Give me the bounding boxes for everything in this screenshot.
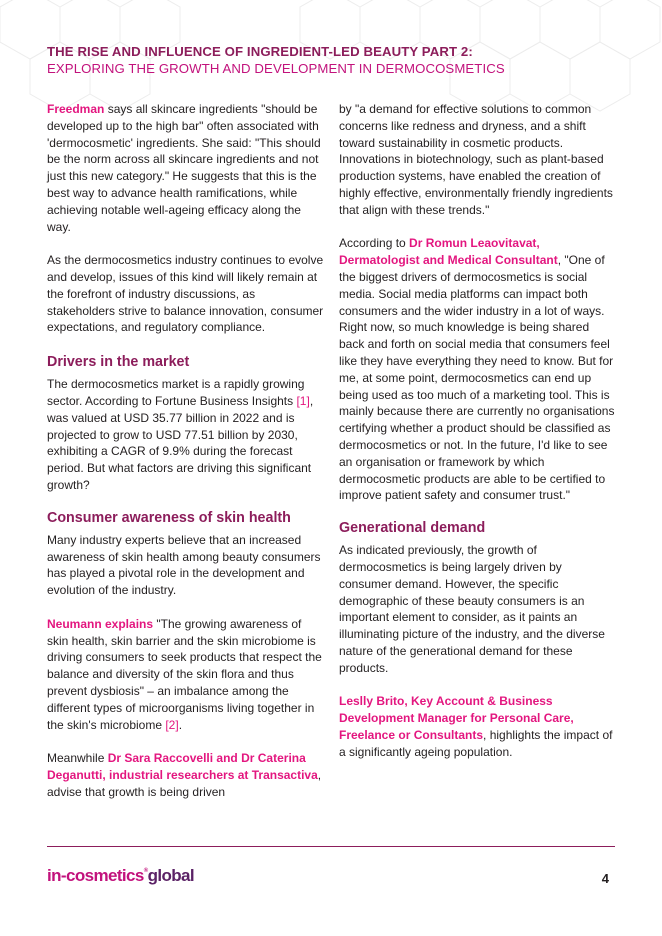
heading-consumer-awareness: Consumer awareness of skin health <box>47 509 291 526</box>
logo-text: global <box>147 866 195 885</box>
in-cosmetics-global-logo <box>47 866 194 886</box>
brito-name: Leslly Brito, Key Account & Business Development Manager for Personal Care, Freelance or Consultants <box>339 694 574 742</box>
researchers-name: Dr Sara Raccovelli and Dr Caterina Deganutti, industrial researchers at Transactiva <box>47 751 318 782</box>
freedman-name: Freedman <box>47 102 105 116</box>
paragraph-text: says all skincare ingredients "should be developed up to the high bar" often associated with 'dermocosmetic' ingredients. She said: "This should be the norm across all skincare ingredients and not just this new category." He suggests that this is the best way to advance health ramifications, while achieving notable well-ageing efficacy along the way. <box>47 102 321 234</box>
paragraph-industry-evolution: As the dermocosmetics industry continues to evolve and develop, issues of this kind will likely remain at the forefront of industry discussions, as stakeholders strive to balance innovation, consumer expectations, and regulatory compliance. <box>47 253 324 335</box>
paragraph-raccovelli-deganutti <box>47 750 325 800</box>
paragraph-text: The dermocosmetics market is a rapidly growing sector. According to Fortune Business Insights <box>47 377 305 408</box>
leaovitavat-name: Dr Romun Leaovitavat, Dermatologist and Medical Consultant <box>339 236 558 268</box>
article-subtitle: EXPLORING THE GROWTH AND DEVELOPMENT IN DERMOCOSMETICS <box>47 61 505 76</box>
paragraph-text: , highlights the impact of a significantly ageing population. <box>339 727 613 759</box>
reference-link-1[interactable]: [1] <box>296 393 310 408</box>
paragraph-freedman <box>47 101 325 235</box>
paragraph-text: , advise that growth is being driven <box>47 767 322 799</box>
paragraph-leaovitavat <box>339 235 617 504</box>
article-header <box>47 44 627 77</box>
article-title: THE RISE AND INFLUENCE OF INGREDIENT-LED BEAUTY PART 2: <box>47 44 473 59</box>
footer-divider <box>47 846 615 847</box>
paragraph-text: . <box>178 717 183 732</box>
page-number: 4 <box>601 871 609 886</box>
neumann-name: Neumann explains <box>47 616 154 631</box>
paragraph-text: , was valued at USD 35.77 billion in 2022 and is projected to grow to USD 77.51 billion by 2030, exhibiting a CAGR of 9.9% during the forecast period. But what factors are driving this significant growth? <box>47 393 314 492</box>
paragraph-text: , "One of the biggest drivers of dermocosmetics is social media. Social media platforms can impact both consumers and the wider industry in a lot of ways. Right now, so much knowledge is being shared back and forth on social media that consumers feel like they have everything they need to know. But for me, at some point, dermocosmetics can end up being used as too much of a marketing tool. This is mainly because there are currently no organisations certifying whether a product should be classified as dermocosmetics or not. In the future, I'd like to see an organisation or framework by which dermocosmetic products are able to be certified to improve patient safety and consumer trust." <box>339 253 615 503</box>
reference-link-2[interactable]: [2] <box>165 717 179 732</box>
paragraph-demand-solutions: by "a demand for effective solutions to common concerns like redness and dryness, and a shift toward sustainability in cosmetic products. Innovations in biotechnology, such as plant-based production systems, have enabled the creation of highly effective, environmentally friendly ingredients that align with these trends." <box>339 102 613 217</box>
paragraph-skin-health-awareness: Many industry experts believe that an increased awareness of skin health among beauty consumers has played a pivotal role in the development and evolution of the industry. <box>47 532 321 598</box>
paragraph-brito <box>339 693 617 760</box>
paragraph-text: According to <box>339 236 410 251</box>
paragraph-text: "The growing awareness of skin health, skin barrier and the skin microbiome is driving consumers to seek products that respect the balance and diversity of the skin flora and thus prevent dysbiosis" – an imbalance among the different types of microorganisms living together in the skin's microbiome <box>47 616 322 732</box>
registered-mark: ® <box>143 868 148 874</box>
paragraph-neumann <box>47 616 325 734</box>
left-column <box>47 101 325 800</box>
paragraph-text: Meanwhile <box>47 751 108 766</box>
heading-drivers-in-the-market: Drivers in the market <box>47 354 190 371</box>
right-column <box>339 101 617 760</box>
paragraph-consumer-demographic: As indicated previously, the growth of dermocosmetics is being largely driven by consumer demand. However, the specific demographic of these beauty consumers is an important element to consider, as it paints an illuminating picture of the industry, and the diverse nature of the generational demand for these products. <box>339 543 605 675</box>
heading-generational-demand: Generational demand <box>339 520 486 537</box>
paragraph-market-growth <box>47 376 325 494</box>
logo-text: in-cosmetics <box>47 866 144 885</box>
